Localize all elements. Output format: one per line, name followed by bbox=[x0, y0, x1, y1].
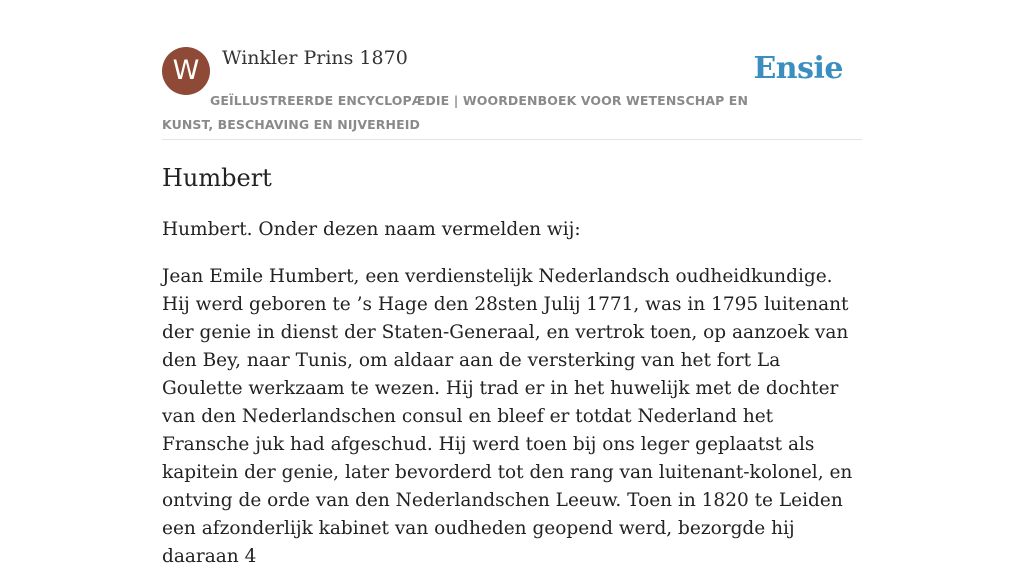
article-paragraph-body: Jean Emile Humbert, een verdienstelijk Nederlandsch oudheidkundige. Hij werd geboren te ’s Hage den 28sten Julij 1771, was in 1795 luitenant der genie in dienst der Staten-Generaal, en vertrok toen, op aanzoek van den Bey, naar Tunis, om aldaar aan de versterking van het fort La Goulette werkzaam te wezen. Hij trad er in het huwelijk met de dochter van den Nederlandschen consul en bleef er totdat Nederland het Fransche juk had afgeschud. Hij werd toen bij ons leger geplaatst als kapitein der genie, later bevorderd tot den rang van luitenant-kolonel, en ontving de orde van den Nederlandschen Leeuw. Toen in 1820 te Leiden een afzonderlijk kabinet van oudheden geopend werd, bezorgde hij daaraan 4 bbox=[162, 266, 853, 567]
site-subtitle: GEÏLLUSTREERDE ENCYCLOPÆDIE | WOORDENBOEK VOOR WETENSCHAP EN KUNST, BESCHAVING EN NIJVERHEID bbox=[162, 93, 749, 132]
site-avatar[interactable]: W bbox=[162, 47, 210, 95]
site-title-link[interactable]: Winkler Prins 1870 bbox=[222, 47, 408, 69]
article-title: Humbert bbox=[162, 164, 272, 192]
article-page bbox=[162, 0, 862, 567]
site-header bbox=[162, 0, 862, 140]
article-paragraph-intro: Humbert. Onder dezen naam vermelden wij: bbox=[162, 219, 581, 240]
ensie-logo-link[interactable]: Ensie bbox=[753, 51, 843, 86]
